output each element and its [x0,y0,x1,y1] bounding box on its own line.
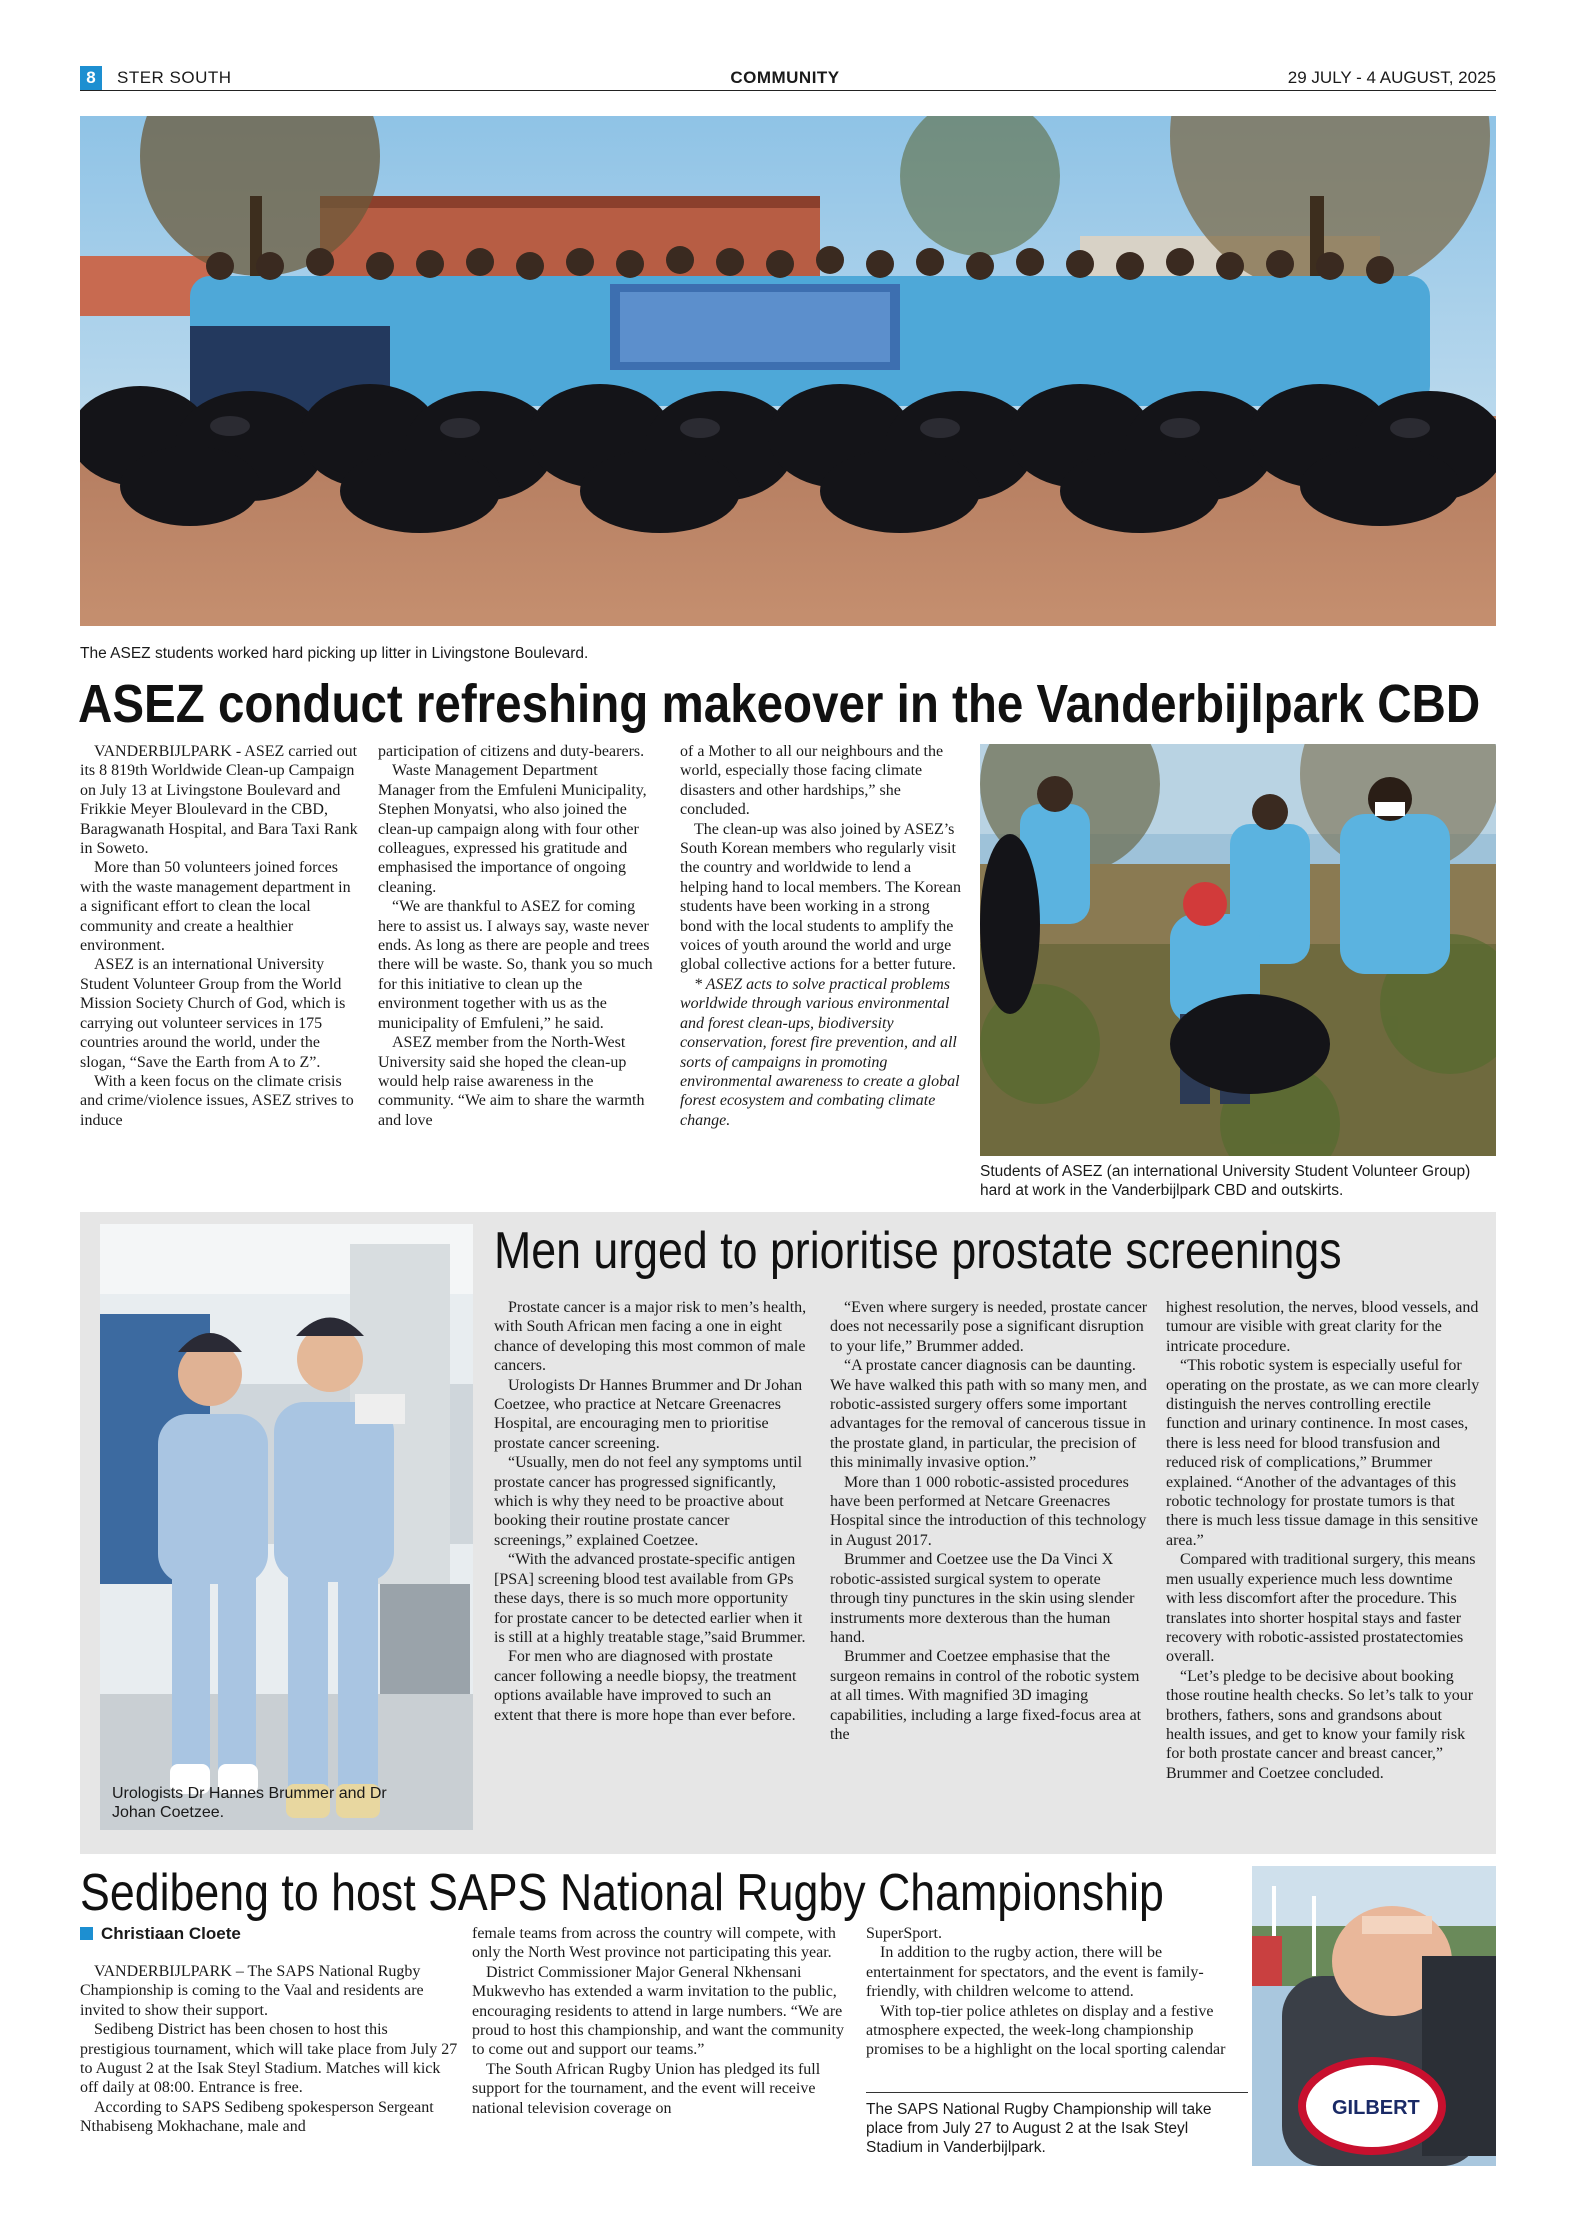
page-number: 8 [80,66,102,90]
paragraph: For men who are diagnosed with prostate cancer following a needle biopsy, the treatment options available have improved to such an extent that there is more hope than ever before. [494,1648,797,1724]
paragraph: The clean-up was also joined by ASEZ’s South Korean members who regularly visit the country and worldwide to lend a helping hand to local members. The Korean students have been working in a strong bond with the local students to amplify the voices of youth around the world and urge global collective actions for a better future. [680,820,961,974]
rugby-player-photo [1252,1866,1496,2166]
paragraph: female teams from across the country will compete, with only the North West province not participating this year. [472,1925,836,1962]
byline-square-icon [80,1927,93,1940]
paragraph: According to SAPS Sedibeng spokesperson Sergeant Nthabiseng Mokhachane, male and [80,2098,434,2136]
publication-name: STER SOUTH [117,68,232,87]
article3-column-2 [472,1924,852,2118]
article2-column-1 [494,1298,808,1725]
article3-column-3 [866,1924,1246,2060]
paragraph: “We are thankful to ASEZ for coming here to assist us. I always say, waste never ends. As long as there are people and trees there will be waste. So, thank you so much for this initiative to clean up the environment together with us as the municipality of Emfuleni,” he said. [378,898,653,1032]
side-photo-caption: Students of ASEZ (an international University Student Volunteer Group) hard at work in the Vanderbijlpark CBD and outskirts. [980,1163,1471,1199]
paragraph: Sedibeng District has been chosen to host this prestigious tournament, which will take place from July 27 to August 2 at the Isak Steyl Stadium. Matches will kick off daily at 08:00. Entrance is free. [80,2021,458,2097]
urologists-photo [100,1224,473,1830]
article1-column-2 [378,742,656,1130]
article3-column-1 [80,1962,458,2137]
paragraph: “Usually, men do not feel any symptoms until prostate cancer has progressed significantly, which is why they need to be proactive about booking their routine prostate cancer screenings,” explained Coetzee. [494,1454,803,1549]
caption-rule [866,2092,1248,2093]
article3-byline [80,1924,241,1944]
paragraph: With top-tier police athletes on display and a festive atmosphere expected, the week-long championship promises to be a highlight on the local sporting calendar [866,2002,1226,2059]
paragraph: “This robotic system is especially useful for operating on the prostate, as we can more clearly distinguish the nerves controlling erectile function and urinary continence. In most cases, there is less need for blood transfusion and reduced risk of complications,” Brummer explained. “Another of the advantages of this robotic technology for prostate tumors is that there is much less tissue damage in this sensitive area.” [1166,1357,1480,1549]
paragraph-footnote: * ASEZ acts to solve practical problems worldwide through various environmental and forest clean-ups, biodiversity conservation, forest fire prevention, and all sorts of campaigns in promoting environmental awareness to create a global forest ecosystem and combating climate change. [680,975,960,1129]
article2-headline: Men urged to prioritise prostate screenings [494,1222,1342,1280]
paragraph: In addition to the rugby action, there will be entertainment for spectators, and the event is family-friendly, with children welcome to attend. [866,1944,1204,2001]
paragraph: Brummer and Coetzee emphasise that the surgeon remains in control of the robotic system at all times. With magnified 3D imaging capabilities, including a large fixed-focus area at the [830,1648,1142,1743]
paragraph: The South African Rugby Union has pledged its full support for the tournament, and the event will receive national television coverage on [472,2060,821,2117]
paragraph: “A prostate cancer diagnosis can be daunting. We have walked this path with so many men, and robotic-assisted surgery offers some important advantages for the removal of cancerous tissue in the prostate gland, in particular, the precision of this minimally invasive option.” [830,1357,1147,1472]
paragraph: VANDERBIJLPARK - ASEZ carried out its 8 819th Worldwide Clean-up Campaign on July 13 at Livingstone Boulevard and Frikkie Meyer Bloulevard in the CBD, Baragwanath Hospital, and Bara Taxi Rank in Soweto. [80,743,358,858]
article2-column-3 [1166,1298,1484,1783]
issue-date: 29 JULY - 4 AUGUST, 2025 [1287,68,1496,87]
paragraph: Prostate cancer is a major risk to men’s health, with South African men facing a one in eight chance of developing this most common of male cancers. [494,1299,807,1375]
paragraph: Waste Management Department Manager from the Emfuleni Municipality, Stephen Monyatsi, who also joined the clean-up campaign along with four other colleagues, expressed his gratitude and emphasised the importance of ongoing cleaning. [378,762,647,896]
article1-column-3 [680,742,962,1130]
paragraph: Brummer and Coetzee use the Da Vinci X robotic-assisted surgical system to operate through tiny punctures in the skin using slender instruments more dexterous than the human hand. [830,1551,1135,1646]
rugby-photo-caption: The SAPS National Rugby Championship will take place from July 27 to August 2 at the Isak Steyl Stadium in Vanderbijlpark. [866,2101,1212,2156]
paragraph: More than 1 000 robotic-assisted procedures have been performed at Netcare Greenacres Hospital since the introduction of this technology in August 2017. [830,1473,1147,1549]
cleanup-group-photo [80,116,1496,626]
article2-column-2 [830,1298,1148,1744]
author-name: Christiaan Cloete [101,1924,241,1943]
paragraph: District Commissioner Major General Nkhensani Mukwevho has extended a warm invitation to the public, encouraging residents to attend in large numbers. “We are proud to host this championship, and want the community to come out and support our teams.” [472,1963,844,2059]
paragraph: of a Mother to all our neighbours and the world, especially those facing climate disasters and other hardships,” she concluded. [680,743,944,819]
paragraph: Urologists Dr Hannes Brummer and Dr Johan Coetzee, who practice at Netcare Greenacres Hospital, are encouraging men to prioritise prostate cancer screening. [494,1376,803,1452]
paragraph: “Let’s pledge to be decisive about booking those routine health checks. So let’s talk to your brothers, fathers, sons and grandsons about health issues, and get to know your family risk for both prostate cancer and breast cancer,” Brummer and Coetzee concluded. [1166,1667,1474,1782]
paragraph: With a keen focus on the climate crisis and crime/violence issues, ASEZ strives to induce [80,1072,354,1129]
article3-headline: Sedibeng to host SAPS National Rugby Championship [80,1864,1164,1922]
main-photo-caption: The ASEZ students worked hard picking up litter in Livingstone Boulevard. [80,645,589,662]
paragraph: More than 50 volunteers joined forces with the waste management department in a significant effort to clean the local community and create a healthier environment. [80,859,351,955]
section-name: COMMUNITY [730,68,840,87]
article1-column-1 [80,742,358,1130]
paragraph: VANDERBIJLPARK – The SAPS National Rugby Championship is coming to the Vaal and residents are invited to show their support. [80,1963,424,2019]
paragraph: highest resolution, the nerves, blood vessels, and tumour are visible with great clarity for the intricate procedure. [1166,1299,1479,1355]
cleanup-work-photo [980,744,1496,1156]
article1-headline: ASEZ conduct refreshing makeover in the Vanderbijlpark CBD [78,674,1481,734]
rugby-ball-brand: GILBERT [1332,2097,1420,2119]
paragraph: “Even where surgery is needed, prostate cancer does not necessarily pose a significant disruption to your life,” Brummer added. [830,1299,1148,1355]
paragraph: “With the advanced prostate-specific antigen [PSA] screening blood test available from GPs these days, there is so much more opportunity for prostate cancer to be detected earlier when it is still at a highly treatable stage,”said Brummer. [494,1551,806,1646]
paragraph: SuperSport. [866,1925,942,1942]
paragraph: participation of citizens and duty-bearers. [378,743,645,760]
paragraph: ASEZ is an international University Student Volunteer Group from the World Mission Society Church of God, which is carrying out volunteer services in 175 countries around the world, under the slogan, “Save the Earth from A to Z”. [80,956,346,1071]
paragraph: Compared with traditional surgery, this means men usually experience much less downtime with less discomfort after the procedure. This translates into shorter hospital stays and faster recovery with robotic-assisted prostatectomies overall. [1166,1551,1476,1666]
urologists-photo-caption: Urologists Dr Hannes Brummer and Dr Johan Coetzee. [112,1785,387,1821]
paragraph: ASEZ member from the North-West University said she hoped the clean-up would help raise awareness in the community. “We aim to share the warmth and love [378,1034,645,1129]
